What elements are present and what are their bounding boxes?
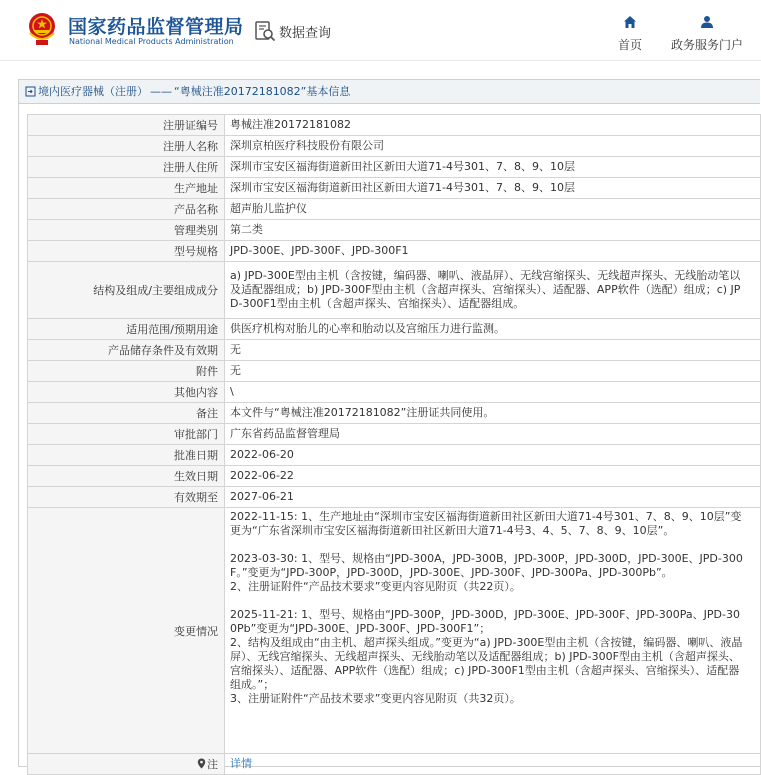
change-entry: 2025-11-21: 1、型号、规格由“JPD-300P，JPD-300D，JPD-300E、JPD-300F、JPD-300Pa、JPD-300Pb”变更为“JPD-300E、JPD-300F、JPD-300F1”； <box>230 608 740 635</box>
details-link[interactable]: 详情 <box>230 757 252 770</box>
note-label <box>28 754 225 775</box>
table-row <box>28 487 761 508</box>
nav-government-services-label: 政务服务门户 <box>670 38 743 52</box>
field-value: 2022-06-20 <box>225 445 761 466</box>
user-icon <box>700 15 714 29</box>
field-label: 型号规格 <box>28 241 225 262</box>
field-value: 深圳市宝安区福海街道新田社区新田大道71-4号301、7、8、9、10层 <box>225 157 761 178</box>
field-value: 2022-06-22 <box>225 466 761 487</box>
field-label: 生效日期 <box>28 466 225 487</box>
field-value: 本文件与“粤械注准20172181082”注册证共同使用。 <box>225 403 761 424</box>
home-icon <box>623 15 637 29</box>
national-emblem-logo <box>26 11 58 47</box>
site-subtitle: National Medical Products Administration <box>69 37 234 46</box>
header-divider <box>0 60 761 61</box>
field-value: \ <box>225 382 761 403</box>
field-value: 深圳京柏医疗科技股份有限公司 <box>225 136 761 157</box>
breadcrumb-separator: —— <box>150 85 172 98</box>
table-row <box>28 115 761 136</box>
field-value: 第二类 <box>225 220 761 241</box>
field-value: 供医疗机构对胎儿的心率和胎动以及宫缩压力进行监测。 <box>225 319 761 340</box>
table-row <box>28 178 761 199</box>
nav-home-label: 首页 <box>617 38 642 52</box>
table-row <box>28 340 761 361</box>
site-header <box>0 0 761 60</box>
table-row <box>28 157 761 178</box>
table-row <box>28 424 761 445</box>
field-label: 注册证编号 <box>28 115 225 136</box>
pin-icon <box>197 758 206 769</box>
table-row-note <box>28 754 761 775</box>
field-value: JPD-300E、JPD-300F、JPD-300F1 <box>225 241 761 262</box>
arrow-icon <box>25 86 36 97</box>
breadcrumb-section-link[interactable]: 境内医疗器械（注册） <box>38 85 148 98</box>
field-value: 粤械注准20172181082 <box>225 115 761 136</box>
table-row <box>28 136 761 157</box>
field-label: 其他内容 <box>28 382 225 403</box>
field-label: 生产地址 <box>28 178 225 199</box>
field-value: 2027-06-21 <box>225 487 761 508</box>
field-value: 广东省药品监督管理局 <box>225 424 761 445</box>
change-entry: 2022-11-15: 1、生产地址由“深圳市宝安区福海街道新田社区新田大道71-4号301、7、8、9、10层”变更为“广东省深圳市宝安区福海街道新田社区新田大道71-4号3、4、5、7、8、9、10层”。 <box>230 510 742 537</box>
field-value: a) JPD-300E型由主机（含按键，编码器、喇叭、液晶屏）、无线宫缩探头、无线超声探头、无线胎动笔以及适配器组成；b) JPD-300F型由主机（含超声探头、宫缩探头）、适配器、APP软件（选配）组成；c) JPD-300F1型由主机（含超声探头、宫缩探头）、适配器组成。 <box>225 262 761 319</box>
field-label: 结构及组成/主要组成成分 <box>28 262 225 319</box>
field-label: 注册人名称 <box>28 136 225 157</box>
field-value: 深圳市宝安区福海街道新田社区新田大道71-4号301、7、8、9、10层 <box>225 178 761 199</box>
breadcrumb-current: “粤械注准20172181082”基本信息 <box>174 85 351 98</box>
table-row <box>28 241 761 262</box>
table-row <box>28 199 761 220</box>
change-entry: 2、结构及组成由“由主机、超声探头组成。”变更为“a) JPD-300E型由主机（含按键，编码器、喇叭、液晶屏）、无线宫缩探头、无线超声探头、无线胎动笔以及适配器组成；b) JPD-300F型由主机（含超声探头、宫缩探头）、适配器、APP软件（选配）组成；c) JPD-300F1型由主机（含超声探头、宫缩探头）、适配器组成。”； <box>230 636 743 691</box>
field-label: 批准日期 <box>28 445 225 466</box>
table-row <box>28 382 761 403</box>
nav-home[interactable] <box>610 15 650 53</box>
change-history <box>225 508 761 754</box>
data-query-label: 数据查询 <box>279 25 332 41</box>
note-value <box>225 754 761 775</box>
table-row <box>28 319 761 340</box>
detail-panel <box>18 79 760 771</box>
field-label: 附件 <box>28 361 225 382</box>
field-label: 注册人住所 <box>28 157 225 178</box>
field-value: 无 <box>225 361 761 382</box>
table-row-changes <box>28 508 761 754</box>
breadcrumb <box>19 80 760 104</box>
table-row <box>28 466 761 487</box>
note-label-text: 注 <box>207 758 218 771</box>
change-entry: 2023-03-30: 1、型号、规格由“JPD-300A，JPD-300B，JPD-300P，JPD-300D，JPD-300E、JPD-300F。”变更为“JPD-300P，JPD-300D，JPD-300E、JPD-300F、JPD-300Pa、JPD-300Pb”。 <box>230 552 743 579</box>
table-row <box>28 262 761 319</box>
field-label: 管理类别 <box>28 220 225 241</box>
table-row <box>28 220 761 241</box>
field-label: 产品储存条件及有效期 <box>28 340 225 361</box>
field-label: 变更情况 <box>28 508 225 754</box>
registration-info-table <box>27 114 761 775</box>
nav-government-services[interactable] <box>664 15 750 53</box>
field-label: 有效期至 <box>28 487 225 508</box>
table-row <box>28 361 761 382</box>
data-search-icon <box>254 20 276 42</box>
field-label: 适用范围/预期用途 <box>28 319 225 340</box>
table-row <box>28 403 761 424</box>
field-label: 备注 <box>28 403 225 424</box>
site-title: 国家药品监督管理局 <box>68 16 244 38</box>
field-value: 无 <box>225 340 761 361</box>
table-row <box>28 445 761 466</box>
data-query-link[interactable] <box>254 20 331 42</box>
field-label: 审批部门 <box>28 424 225 445</box>
change-entry: 2、注册证附件“产品技术要求”变更内容见附页（共22页）。 <box>230 580 521 593</box>
field-value: 超声胎儿监护仪 <box>225 199 761 220</box>
field-label: 产品名称 <box>28 199 225 220</box>
change-entry: 3、注册证附件“产品技术要求”变更内容见附页（共32页）。 <box>230 692 521 705</box>
